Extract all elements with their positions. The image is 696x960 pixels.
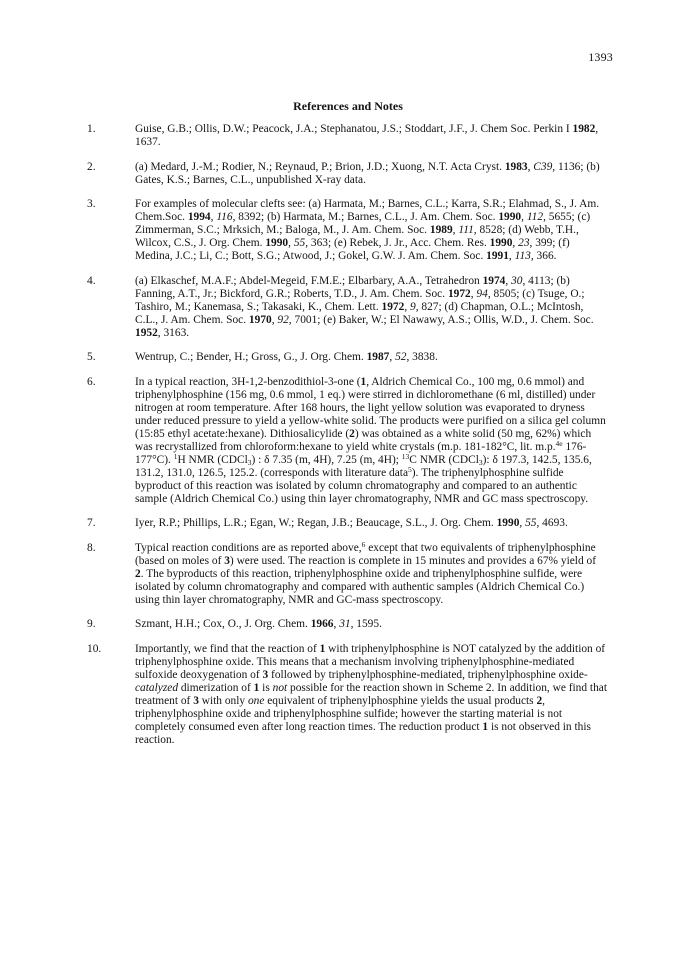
references-heading: References and Notes bbox=[293, 99, 403, 113]
reference-text-run: , bbox=[404, 300, 411, 313]
reference-text bbox=[135, 539, 607, 607]
reference-text-run: 3 bbox=[478, 457, 483, 467]
reference-text-run: 1952 bbox=[135, 326, 158, 339]
reference-text-run: 1966 bbox=[310, 618, 334, 630]
reference-text-run: ) was obtained as a white solid (50 mg, 62%) which was recrystallized from chloroform:hexane to yield white crystals (m.p. 181-182°C, lit. m.p. bbox=[135, 427, 592, 453]
reference-text-run: one bbox=[247, 694, 265, 707]
reference-text-run: 116 bbox=[216, 211, 233, 223]
reference-text-run: , bbox=[527, 160, 534, 173]
reference-text bbox=[135, 618, 607, 631]
reference-text-run: 176-177°C). bbox=[135, 440, 587, 466]
reference-text-run: Importantly, we find that the reaction of bbox=[135, 642, 320, 655]
reference-item bbox=[87, 351, 607, 364]
reference-text-run: , 1136; (b) Gates, K.S.; Barnes, C.L., unpublished X-ray data. bbox=[135, 160, 600, 186]
reference-text-run: , bbox=[512, 237, 519, 249]
reference-text bbox=[135, 161, 607, 187]
reference-text-run: 1982 bbox=[572, 123, 596, 135]
reference-text-run: Wentrup, C.; Bender, H.; Gross, G., J. Org. Chem. bbox=[135, 351, 367, 363]
reference-text-run: 2 bbox=[536, 694, 543, 707]
reference-text-run: , 4693. bbox=[536, 517, 568, 529]
reference-text-run: catalyzed bbox=[135, 681, 179, 694]
reference-text-run: 3 bbox=[224, 554, 230, 567]
reference-text-run: 113 bbox=[514, 250, 531, 262]
reference-text-run: 1991 bbox=[486, 250, 509, 262]
reference-text-run: 2 bbox=[135, 567, 141, 580]
reference-text-run: ): δ 197.3, 142.5, 135.6, 131.2, 131.0, 126.5, 125.2. (corresponds with literature data bbox=[135, 453, 592, 479]
reference-text-run: Guise, G.B.; Ollis, D.W.; Peacock, J.A.; Stephanatou, J.S.; Stoddart, J.F., J. Chem Soc. Perkin I bbox=[135, 123, 573, 135]
reference-number: 2. bbox=[87, 160, 96, 173]
references-list bbox=[87, 123, 607, 758]
reference-text bbox=[135, 643, 607, 747]
reference-text-run: 13 bbox=[401, 451, 410, 461]
reference-text-run: , 4113; (b) Fanning, A.T., Jr.; Bickford, G.R.; Roberts, T.D., J. Am. Chem. Soc. bbox=[135, 274, 570, 300]
reference-number: 6. bbox=[87, 375, 96, 388]
reference-text-run: , 1637. bbox=[135, 123, 599, 148]
reference-text-run: , bbox=[452, 224, 459, 236]
reference-text bbox=[135, 517, 607, 530]
reference-text-run: , 5655; (c) Zimmerman, S.C.; Mrksich, M.; Baloga, M., J. Am. Chem. Soc. bbox=[135, 211, 591, 236]
reference-text-run: 9 bbox=[410, 300, 416, 313]
reference-text-run: followed by triphenylphosphine-mediated, triphenylphosphine oxide- bbox=[268, 668, 588, 681]
reference-text-run: equivalent of triphenylphosphine yields the usual products bbox=[264, 694, 537, 707]
reference-text-run: 94 bbox=[476, 287, 488, 300]
reference-number: 1. bbox=[87, 123, 96, 135]
reference-text-run: 3 bbox=[262, 668, 269, 681]
reference-text-run: , bbox=[508, 250, 515, 262]
reference-text-run: 1990 bbox=[265, 237, 289, 249]
reference-text-run: (a) Elkaschef, M.A.F.; Abdel-Megeid, F.M.E.; Elbarbary, A.A., Tetrahedron bbox=[135, 274, 483, 287]
reference-text-run: , 1595. bbox=[350, 618, 382, 630]
reference-text-run: 111 bbox=[458, 224, 474, 236]
reference-text-run: not bbox=[272, 681, 288, 694]
reference-number: 5. bbox=[87, 351, 96, 363]
reference-text-run: 6 bbox=[361, 539, 366, 549]
reference-text-run: 31 bbox=[339, 618, 351, 630]
reference-text-run: . The byproducts of this reaction, triphenylphosphine oxide and triphenylphosphine sulfide, were isolated by column chromatography and compared with authentic samples (Aldrich Chemical Co.) using thin layer chromatography, NMR and GC-mass spectroscopy. bbox=[135, 567, 585, 606]
reference-text-run: 1994 bbox=[187, 211, 211, 223]
reference-text-run: 1972 bbox=[381, 300, 405, 313]
reference-text bbox=[135, 123, 607, 149]
reference-text-run: , Aldrich Chemical Co., 100 mg, 0.6 mmol) and triphenylphosphine (156 mg, 0.6 mmol, 1 eq.) were stirred in dichloromethane (6 ml, distilled) under nitrogen at room temperature. After 168 hours, the light yellow solution was evaporated to dryness under reduced pressure to yield a yellow-white solid. The products were purified on a silica gel column (15:85 ethyl acetate:hexane). Dithiosalicylide ( bbox=[135, 375, 606, 440]
reference-text-run: 55 bbox=[525, 517, 537, 529]
reference-text-run: 30 bbox=[511, 274, 523, 287]
reference-item bbox=[87, 198, 607, 263]
reference-text-run: , bbox=[470, 287, 477, 300]
page-number: 1393 bbox=[588, 50, 613, 64]
reference-text-run: , 8528; (d) Webb, T.H., Wilcox, C.S., J. Org. Chem. bbox=[135, 224, 579, 249]
reference-text-run: , triphenylphosphine oxide and triphenylphosphine sulfide; however the starting material is not completely consumed even after long reaction times. The reduction product bbox=[135, 694, 563, 733]
reference-text-run: 1 bbox=[173, 451, 178, 461]
reference-text-run: , bbox=[288, 237, 294, 249]
reference-text-run: , 8392; (b) Harmata, M.; Barnes, C.L., J. Am. Chem. Soc. bbox=[232, 211, 499, 223]
reference-text-run: ) were used. The reaction is complete in 15 minutes and provides a 67% yield of bbox=[229, 554, 597, 567]
reference-text-run: possible for the reaction shown in Scheme 2. In addition, we find that treatment of bbox=[135, 681, 608, 707]
reference-number: 7. bbox=[87, 517, 96, 529]
reference-text-run: , 399; (f) Medina, J.C.; Li, C.; Bott, S.G.; Atwood, J.; Gokel, G.W. J. Am. Chem. Soc. bbox=[135, 237, 570, 262]
reference-text-run: 3 bbox=[193, 694, 199, 707]
reference-text-run: , 363; (e) Rebek, J. Jr., Acc. Chem. Res. bbox=[305, 237, 490, 249]
reference-text-run: with only bbox=[198, 694, 248, 707]
reference-text-run: 1970 bbox=[248, 313, 272, 326]
reference-text-run: 55 bbox=[293, 237, 306, 249]
reference-text bbox=[135, 275, 607, 340]
reference-text-run: 2 bbox=[349, 427, 355, 440]
reference-text-run: 1 bbox=[360, 375, 367, 388]
reference-text-run: , 7001; (e) Baker, W.; El Nawawy, A.S.; Ollis, W.D., J. Chem. Soc. bbox=[288, 313, 594, 326]
reference-text-run: is not observed in this reaction. bbox=[135, 720, 591, 746]
reference-text-run: , bbox=[389, 351, 396, 363]
reference-text-run: In a typical reaction, 3H-1,2-benzodithiol-3-one ( bbox=[135, 375, 361, 388]
reference-text-run: 1974 bbox=[482, 274, 506, 287]
reference-item bbox=[87, 643, 607, 747]
reference-text-run: dimerization of bbox=[178, 681, 254, 694]
reference-text-run: 112 bbox=[526, 211, 544, 223]
reference-number: 10. bbox=[87, 642, 102, 655]
reference-item bbox=[87, 539, 607, 607]
reference-text-run: , 827; (d) Chapman, O.L.; McIntosh, C.L., J. Am. Chem. Soc. bbox=[135, 300, 584, 326]
reference-text-run: , bbox=[519, 517, 526, 529]
reference-text-run: 1 bbox=[482, 720, 489, 733]
reference-item bbox=[87, 618, 607, 631]
reference-text-run: , 3838. bbox=[406, 351, 438, 363]
reference-number: 3. bbox=[87, 198, 96, 210]
reference-text-run: 52 bbox=[395, 351, 407, 363]
reference-text-run: , bbox=[333, 618, 340, 630]
reference-text-run: Szmant, H.H.; Cox, O., J. Org. Chem. bbox=[135, 618, 311, 630]
reference-text-run: with triphenylphosphine is NOT catalyzed by the addition of triphenylphosphine oxide. This means that a mechanism involving triphenylphosphine-mediated sulfoxide deoxygenation of bbox=[135, 642, 606, 681]
reference-item bbox=[87, 275, 607, 340]
reference-text-run: 5 bbox=[408, 464, 412, 474]
reference-text-run: is bbox=[259, 681, 273, 694]
reference-text-run: , 8505; (c) Tsuge, O.; Tashiro, M.; Kanemasa, S.; Takasaki, K., Chem. Lett. bbox=[135, 287, 585, 313]
reference-text-run: 23 bbox=[518, 237, 530, 249]
reference-text-run: 3 bbox=[247, 457, 252, 467]
reference-text bbox=[135, 351, 607, 364]
reference-text-run: 1972 bbox=[447, 287, 471, 300]
reference-text-run: ). The triphenylphosphine sulfide byproduct of this reaction was isolated by column chromatography and compared to an authentic sample (Aldrich Chemical Co.) using thin layer chromatography, NMR and GC mass spectroscopy. bbox=[135, 466, 589, 505]
reference-text-run: 1 bbox=[253, 681, 260, 694]
reference-text-run: 1990 bbox=[496, 517, 520, 529]
reference-text-run: , 366. bbox=[530, 250, 557, 262]
reference-text-run: 4e bbox=[555, 438, 563, 448]
reference-text-run: , bbox=[505, 274, 512, 287]
reference-text-run: For examples of molecular clefts see: (a) Harmata, M.; Barnes, C.L.; Karra, S.R.; Elahmad, S., J. Am. Chem.Soc. bbox=[135, 198, 600, 223]
reference-text-run: C39 bbox=[533, 160, 553, 173]
reference-text-run: , bbox=[521, 211, 527, 223]
reference-text-run: ) : δ 7.35 (m, 4H), 7.25 (m, 4H); bbox=[251, 453, 402, 466]
reference-text-run: 92 bbox=[277, 313, 289, 326]
reference-text-run: 1983 bbox=[504, 160, 528, 173]
reference-text-run: 1987 bbox=[366, 351, 390, 363]
reference-item bbox=[87, 161, 607, 187]
reference-number: 8. bbox=[87, 541, 96, 554]
reference-item bbox=[87, 517, 607, 530]
reference-number: 9. bbox=[87, 618, 96, 630]
reference-text-run: , bbox=[210, 211, 217, 223]
reference-text-run: 1990 bbox=[498, 211, 522, 223]
reference-text-run: , 3163. bbox=[157, 326, 190, 339]
reference-text-run: Iyer, R.P.; Phillips, L.R.; Egan, W.; Regan, J.B.; Beaucage, S.L., J. Org. Chem. bbox=[135, 517, 497, 529]
reference-item bbox=[87, 123, 607, 149]
reference-text-run: C NMR (CDCl bbox=[409, 453, 479, 466]
reference-item bbox=[87, 376, 607, 506]
reference-text-run: (a) Medard, J.-M.; Rodier, N.; Reynaud, P.; Brion, J.D.; Xuong, N.T. Acta Cryst. bbox=[135, 160, 505, 173]
reference-text bbox=[135, 376, 607, 506]
reference-text-run: except that two equivalents of triphenylphosphine (based on moles of bbox=[135, 541, 596, 567]
reference-text-run: 1989 bbox=[429, 224, 453, 236]
reference-text-run: 1990 bbox=[489, 237, 513, 249]
reference-text-run: , bbox=[271, 313, 278, 326]
reference-number: 4. bbox=[87, 274, 96, 287]
reference-text-run: Typical reaction conditions are as reported above, bbox=[135, 541, 362, 554]
reference-text bbox=[135, 198, 607, 263]
reference-text-run: H NMR (CDCl bbox=[177, 453, 248, 466]
reference-text-run: 1 bbox=[319, 642, 326, 655]
